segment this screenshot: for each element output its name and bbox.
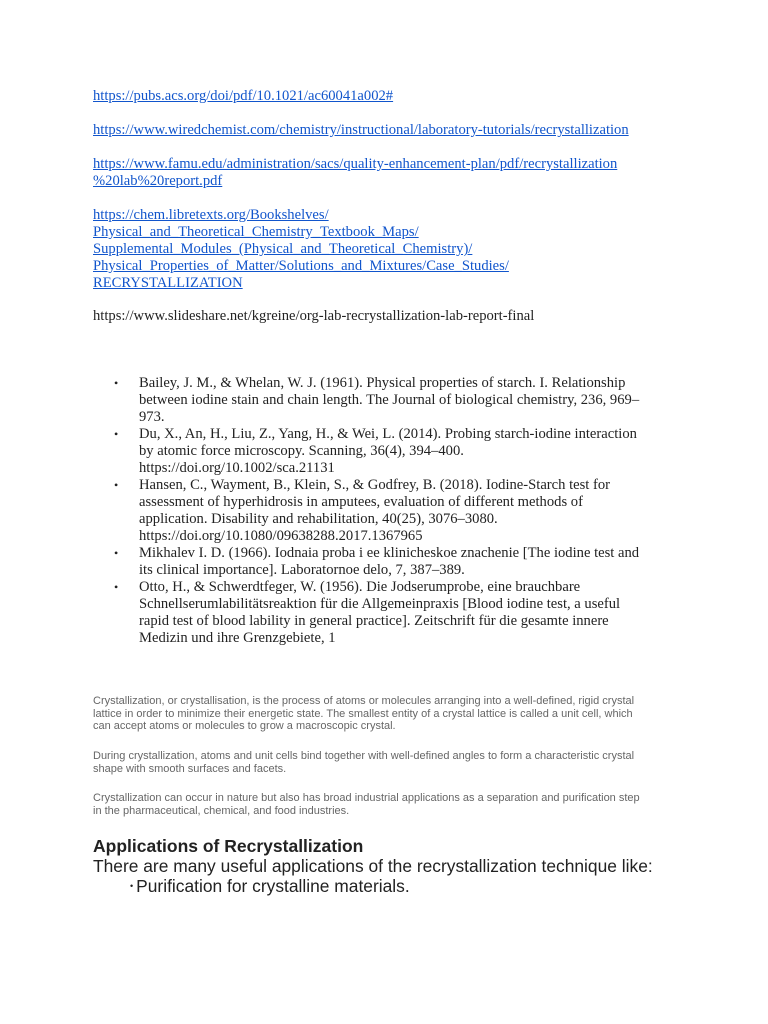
reference-line: assessment of hyperhidrosis in amputees, evaluation of different methods of: [139, 494, 583, 510]
paragraph-line: During crystallization, atoms and unit cells bind together with well-defined angles to form a characteristic crystal: [93, 750, 635, 762]
paragraph-line: can accept atoms or molecules to grow a macroscopic crystal.: [93, 720, 396, 732]
paragraph-crystal-shape: [93, 750, 683, 775]
reference-line: Otto, H., & Schwerdtfeger, W. (1956). Die Jodserumprobe, eine brauchbare: [139, 579, 581, 595]
paragraph-line: shape with smooth surfaces and facets.: [93, 762, 287, 775]
paragraph-line: in the pharmaceutical, chemical, and food industries.: [93, 804, 350, 817]
reference-item: [114, 375, 684, 426]
link-libretexts-line3[interactable]: Supplemental_Modules_(Physical_and_Theoretical_Chemistry)/: [93, 241, 473, 257]
reference-line: its clinical importance]. Laboratornoe delo, 7, 387–389.: [139, 562, 465, 578]
reference-list: [114, 375, 684, 647]
paragraph-industrial: [93, 792, 683, 817]
paragraph-line: Crystallization, or crystallisation, is the process of atoms or molecules arranging into a well-defined, rigid crystal: [93, 695, 635, 707]
paragraph-crystallization: [93, 695, 683, 733]
bullet-icon: •: [114, 478, 119, 492]
link-pubs-acs[interactable]: https://pubs.acs.org/doi/pdf/10.1021/ac60041a002#: [93, 88, 394, 104]
bullet-icon: •: [114, 580, 119, 594]
reference-line: Bailey, J. M., & Whelan, W. J. (1961). Physical properties of starch. I. Relationship: [139, 375, 626, 391]
link-famu-line1[interactable]: https://www.famu.edu/administration/sacs/quality-enhancement-plan/pdf/recrystallization: [93, 156, 618, 172]
applications-list-item: [130, 876, 410, 896]
reference-line: Mikhalev I. D. (1966). Iodnaia proba i ee klinicheskoe znachenie [The iodine test and: [139, 545, 640, 561]
reference-line: rapid test of blood lability in general practice]. Zeitschrift für die gesamte innere: [139, 613, 609, 629]
applications-heading: Applications of Recrystallization: [93, 836, 364, 856]
reference-line: Medizin und ihre Grenzgebiete, 1: [139, 630, 336, 646]
applications-item-text: Purification for crystalline materials.: [136, 876, 410, 896]
reference-line: between iodine stain and chain length. The Journal of biological chemistry, 236, 969–: [139, 392, 640, 408]
reference-line: 973.: [139, 409, 165, 425]
link-wiredchemist[interactable]: https://www.wiredchemist.com/chemistry/instructional/laboratory-tutorials/recrystallization: [93, 122, 629, 138]
slideshare-url: https://www.slideshare.net/kgreine/org-lab-recrystallization-lab-report-final: [93, 308, 535, 324]
reference-line: by atomic force microscopy. Scanning, 36(4), 394–400.: [139, 443, 464, 459]
link-libretexts-line2[interactable]: Physical_and_Theoretical_Chemistry_Textbook_Maps/: [93, 224, 419, 240]
reference-line: https://doi.org/10.1002/sca.21131: [139, 460, 335, 476]
paragraph-line: lattice in order to minimize their energetic state. The smallest entity of a crystal lattice is called a unit cell, which: [93, 707, 633, 720]
bullet-icon: •: [114, 376, 119, 390]
reference-line: Schnellserumlabilitätsreaktion für die Allgemeinpraxis [Blood iodine test, a useful: [139, 596, 621, 612]
reference-item: [114, 477, 684, 545]
paragraph-line: Crystallization can occur in nature but also has broad industrial applications as a separation and purification step: [93, 792, 640, 804]
link-libretexts-line1[interactable]: https://chem.libretexts.org/Bookshelves/: [93, 207, 329, 223]
reference-line: https://doi.org/10.1080/09638288.2017.1367965: [139, 528, 423, 544]
link-libretexts-line4[interactable]: Physical_Properties_of_Matter/Solutions_and_Mixtures/Case_Studies/: [93, 258, 509, 274]
reference-item: [114, 545, 684, 579]
reference-line: application. Disability and rehabilitation, 40(25), 3076–3080.: [139, 511, 498, 527]
bullet-icon: •: [114, 427, 119, 441]
link-libretexts-line5[interactable]: RECRYSTALLIZATION: [93, 275, 243, 291]
reference-item: [114, 579, 684, 647]
bullet-icon: •: [114, 546, 119, 560]
reference-line: Du, X., An, H., Liu, Z., Yang, H., & Wei, L. (2014). Probing starch-iodine interaction: [139, 426, 637, 442]
applications-intro: There are many useful applications of the recrystallization technique like:: [93, 856, 653, 876]
link-famu-line2[interactable]: %20lab%20report.pdf: [93, 173, 223, 189]
bullet-icon: •: [130, 881, 134, 891]
reference-item: [114, 426, 684, 477]
reference-line: Hansen, C., Wayment, B., Klein, S., & Godfrey, B. (2018). Iodine-Starch test for: [139, 477, 611, 493]
